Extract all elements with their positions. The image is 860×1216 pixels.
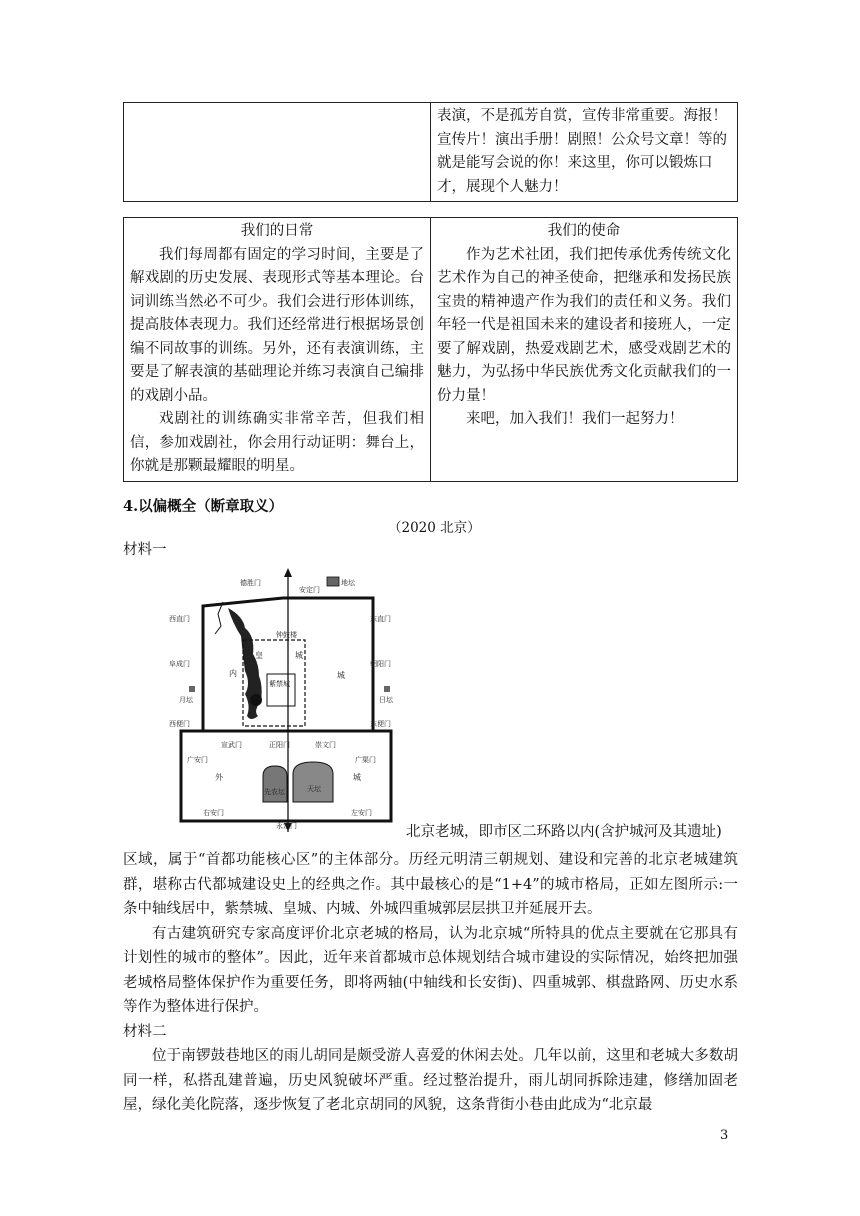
label-deshengmen: 德胜门 (240, 579, 261, 587)
paragraph-1-continued: 区域，属于“首都功能核心区”的主体部分。历经元明清三朝规划、建设和完善的北京老城建筑群，堪称古代都城建设史上的经典之作。其中最核心的是“1+4”的城市格局，正如左图所示:一条中轴线居中，紫禁城、皇城、内城、外城四重城郭层层拱卫并延展开去。 (123, 852, 738, 917)
material-two-label: 材料二 (123, 1023, 167, 1040)
page-number: 3 (720, 1128, 729, 1143)
label-nei: 内 (229, 669, 237, 678)
label-youanmen: 右安门 (203, 809, 224, 817)
label-zuoanmen: 左安门 (351, 809, 372, 817)
material-one-label: 材料一 (123, 542, 167, 558)
beijing-old-city-map (163, 566, 403, 832)
label-yuetan: 月坛 (179, 696, 193, 704)
label-chaoyangmen: 朝阳门 (370, 660, 391, 668)
top-table-left-cell (124, 103, 431, 202)
mission-cell (431, 218, 738, 482)
label-ritan: 日坛 (379, 696, 393, 704)
label-xizhimen: 西直门 (169, 615, 190, 623)
label-guanganmen: 广安门 (187, 756, 208, 764)
info-table (123, 217, 738, 482)
mission-paragraph-1: 作为艺术社团，我们把传承优秀传统文化艺术作为自己的神圣使命，把继承和发扬民族宝贵的精神遗产作为我们的责任和义务。我们年轻一代是祖国未来的建设者和接班人，一定要了解戏剧，热爱戏剧艺术，感受戏剧艺术的魅力，为弘扬中华民族优秀文化贡献我们的一份力量！ (437, 246, 731, 404)
label-wai: 外 (215, 773, 223, 782)
label-zijincheng: 紫禁城 (269, 680, 290, 688)
label-chongwenmen: 崇文门 (315, 741, 336, 749)
label-andingmen: 安定门 (299, 586, 320, 594)
label-dongzhimen: 东直门 (370, 615, 391, 623)
mission-title: 我们的使命 (547, 223, 621, 239)
label-xiannongtan: 先农坛 (264, 788, 285, 796)
label-zhengyangmen: 正阳门 (269, 741, 290, 749)
label-cheng-inner: 城 (337, 671, 345, 680)
label-tiantan: 天坛 (307, 785, 321, 793)
daily-cell (124, 218, 431, 482)
section-heading: 4.以偏概全（断章取义） (123, 498, 284, 515)
map-caption: 北京老城，即市区二环路以内(含护城河及其遗址) (406, 824, 722, 840)
label-fuchengmen: 阜成门 (169, 660, 190, 668)
label-yongdingmen: 永定门 (276, 822, 297, 830)
label-xuanwumen: 宣武门 (221, 741, 242, 749)
label-ditan: 地坛 (341, 579, 355, 587)
paragraph-2: 有古建筑研究专家高度评价北京老城的格局，认为北京城“所特具的优点主要就在它那具有计划性的城市的整体”。因此，近年来首都城市总体规划结合城市建设的实际情况，始终把加强老城格局整体保护作为重要任务，即将两轴(中轴线和长安街)、四重城郭、棋盘路网、历史水系等作为整体进行保护。 (123, 925, 738, 1015)
paragraph-3: 位于南锣鼓巷地区的雨儿胡同是颇受游人喜爱的休闲去处。几年以前，这里和老城大多数胡同一样，私搭乱建普遍，历史风貌破坏严重。经过整治提升，雨儿胡同拆除违建，修缮加固老屋，绿化美化院落，逐步恢复了老北京胡同的风貌，这条背街小巷由此成为“北京最 (123, 1048, 738, 1113)
body-text (123, 848, 738, 1118)
daily-paragraph-1: 我们每周都有固定的学习时间，主要是了解戏剧的历史发展、表现形式等基本理论。台词训练当然必不可少。我们会进行形体训练，提高肢体表现力。我们还经常进行根据场景创编不同故事的训练。另外，还有表演训练，主要是了解表演的基础理论并练习表演自己编排的戏剧小品。 (130, 246, 424, 404)
top-table-right-cell: 表演，不是孤芳自赏，宣传非常重要。海报！宣传片！演出手册！剧照！公众号文章！等的就是能写会说的你！来这里，你可以锻炼口才，展现个人魅力！ (431, 103, 738, 202)
label-guangqumen: 广渠门 (355, 756, 376, 764)
label-zhonggulou: 钟鼓楼 (276, 631, 297, 639)
label-cheng-outer: 城 (353, 773, 361, 782)
year-label: （2020 北京） (388, 520, 481, 536)
mission-paragraph-2: 来吧，加入我们！我们一起努力！ (466, 411, 684, 427)
daily-paragraph-2: 戏剧社的训练确实非常辛苦，但我们相信，参加戏剧社，你会用行动证明：舞台上，你就是那颗最耀眼的明星。 (130, 411, 424, 474)
top-table (123, 102, 738, 202)
daily-title: 我们的日常 (240, 223, 314, 239)
label-huang: 皇 (255, 651, 263, 660)
label-cheng-imperial: 城 (295, 651, 303, 660)
lakes (228, 608, 262, 719)
forbidden-city (267, 674, 295, 706)
label-dongbianmen: 东便门 (370, 720, 391, 728)
label-xibianmen: 西便门 (169, 720, 190, 728)
